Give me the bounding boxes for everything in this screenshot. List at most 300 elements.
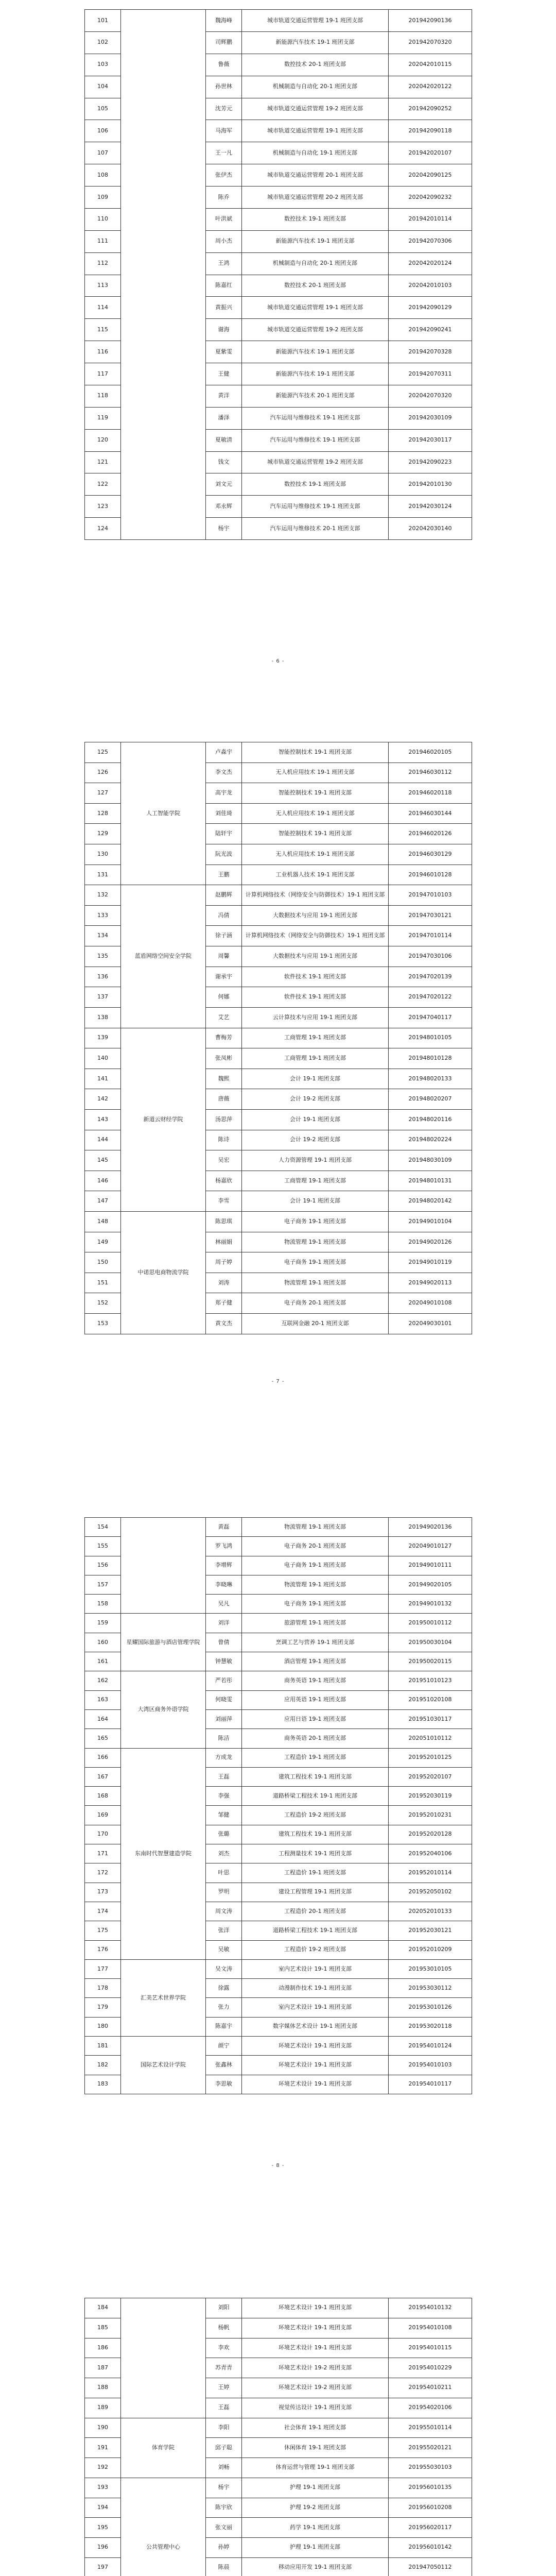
document-page <box>84 9 472 540</box>
name-cell: 沈芳元 <box>206 98 242 120</box>
student-id-cell: 201954010103 <box>389 2056 472 2075</box>
row-number-cell: 149 <box>85 1232 121 1252</box>
row-number-cell: 184 <box>85 2298 121 2318</box>
student-id-cell: 201951030117 <box>389 1709 472 1728</box>
row-number-cell: 140 <box>85 1048 121 1069</box>
name-cell: 张凤彬 <box>206 1048 242 1069</box>
row-number-cell: 182 <box>85 2056 121 2075</box>
branch-cell: 新能源汽车技术 19-1 班团支部 <box>242 363 389 385</box>
name-cell: 钱文 <box>206 451 242 473</box>
college-cell <box>121 2298 206 2418</box>
row-number-cell: 179 <box>85 1998 121 2017</box>
student-id-cell: 201954010211 <box>389 2378 472 2398</box>
name-cell: 邱子聪 <box>206 2438 242 2458</box>
student-id-cell: 201946020126 <box>389 824 472 844</box>
table-row <box>85 742 472 763</box>
student-id-cell: 201942070311 <box>389 363 472 385</box>
student-id-cell: 201956010208 <box>389 2498 472 2518</box>
branch-cell: 无人机应用技术 19-1 班团支部 <box>242 844 389 865</box>
student-id-cell: 201947030121 <box>389 905 472 926</box>
table-row <box>85 1614 472 1633</box>
page-number: - 6 - <box>271 658 285 664</box>
branch-cell: 大数据技术与应用 19-1 班团支部 <box>242 946 389 967</box>
branch-cell: 城市轨道交通运营管理 19-2 班团支部 <box>242 319 389 341</box>
college-cell: 人工智能学院 <box>121 742 206 885</box>
name-cell: 王鹏 <box>206 865 242 885</box>
row-number-cell: 135 <box>85 946 121 967</box>
row-number-cell: 128 <box>85 803 121 824</box>
name-cell: 杨宇 <box>206 2478 242 2498</box>
branch-cell: 数控技术 19-1 班团支部 <box>242 208 389 230</box>
row-number-cell: 103 <box>85 54 121 76</box>
branch-cell: 体育运营与管理 19-1 班团支部 <box>242 2458 389 2478</box>
branch-cell: 城市轨道交通运营管理 20-2 班团支部 <box>242 187 389 209</box>
row-number-cell: 142 <box>85 1089 121 1110</box>
row-number-cell: 174 <box>85 1902 121 1921</box>
student-id-cell: 202042010115 <box>389 54 472 76</box>
branch-cell: 环境艺术设计 19-1 班团支部 <box>242 2318 389 2338</box>
student-id-cell: 201942070328 <box>389 341 472 363</box>
student-id-cell: 201952010114 <box>389 1863 472 1883</box>
table-row <box>85 2478 472 2498</box>
branch-cell: 建筑工程技术 19-1 班团支部 <box>242 1825 389 1844</box>
student-id-cell: 201952030121 <box>389 1921 472 1940</box>
row-number-cell: 161 <box>85 1652 121 1671</box>
name-cell: 孙婷 <box>206 2538 242 2558</box>
name-cell: 周馨 <box>206 946 242 967</box>
student-id-cell: 201946030112 <box>389 762 472 783</box>
name-cell: 谢海 <box>206 319 242 341</box>
branch-cell: 商务英语 19-1 班团支部 <box>242 1671 389 1690</box>
name-cell: 张伊杰 <box>206 164 242 187</box>
name-cell: 张鑫林 <box>206 2056 242 2075</box>
student-id-cell: 202042090232 <box>389 187 472 209</box>
name-cell: 苏青青 <box>206 2358 242 2378</box>
table-row <box>85 885 472 906</box>
name-cell: 陈嘉红 <box>206 275 242 297</box>
student-id-cell: 201952010231 <box>389 1806 472 1825</box>
row-number-cell: 112 <box>85 252 121 275</box>
branch-cell: 智能控制技术 19-1 班团支部 <box>242 824 389 844</box>
row-number-cell: 126 <box>85 762 121 783</box>
student-id-cell: 201951020108 <box>389 1690 472 1709</box>
name-cell: 王健 <box>206 363 242 385</box>
student-id-cell: 202042020124 <box>389 252 472 275</box>
row-number-cell: 133 <box>85 905 121 926</box>
student-id-cell: 201942010114 <box>389 208 472 230</box>
student-id-cell: 201950030104 <box>389 1633 472 1652</box>
student-id-cell: 201954010115 <box>389 2338 472 2358</box>
student-id-cell: 202052010133 <box>389 1902 472 1921</box>
name-cell: 刘涛 <box>206 1273 242 1293</box>
branch-cell: 机械制造与自动化 20-1 班团支部 <box>242 76 389 98</box>
row-number-cell: 107 <box>85 142 121 164</box>
name-cell: 黄磊 <box>206 1518 242 1537</box>
name-cell: 何晓雯 <box>206 1690 242 1709</box>
name-cell: 陈洁 <box>206 1729 242 1748</box>
name-cell: 马海军 <box>206 120 242 142</box>
name-cell: 潘泽 <box>206 407 242 429</box>
row-number-cell: 192 <box>85 2458 121 2478</box>
branch-cell: 工程造价 20-1 班团支部 <box>242 1902 389 1921</box>
row-number-cell: 105 <box>85 98 121 120</box>
branch-cell: 会计 19-1 班团支部 <box>242 1069 389 1089</box>
student-id-cell: 201954010132 <box>389 2298 472 2318</box>
student-id-cell: 201956020117 <box>389 2518 472 2538</box>
student-id-cell: 201942090241 <box>389 319 472 341</box>
student-id-cell: 201952030119 <box>389 1787 472 1806</box>
student-id-cell: 201953010126 <box>389 1998 472 2017</box>
student-id-cell: 201949010132 <box>389 1595 472 1614</box>
row-number-cell: 178 <box>85 1979 121 1998</box>
row-number-cell: 104 <box>85 76 121 98</box>
branch-cell: 人力资源管理 19-1 班团支部 <box>242 1150 389 1171</box>
name-cell: 魏海峰 <box>206 10 242 32</box>
student-id-cell: 201947010114 <box>389 926 472 946</box>
name-cell: 曾倩 <box>206 1633 242 1652</box>
branch-cell: 城市轨道交通运营管理 19-1 班团支部 <box>242 297 389 319</box>
row-number-cell: 119 <box>85 407 121 429</box>
name-cell: 吴宏 <box>206 1150 242 1171</box>
table-row <box>85 1748 472 1767</box>
name-cell: 李文杰 <box>206 762 242 783</box>
row-number-cell: 138 <box>85 1007 121 1028</box>
document-page <box>84 742 472 1334</box>
branch-cell: 物流管理 19-1 班团支部 <box>242 1273 389 1293</box>
row-number-cell: 137 <box>85 987 121 1008</box>
branch-cell: 汽车运用与维修技术 19-1 班团支部 <box>242 407 389 429</box>
name-cell: 卢淼宇 <box>206 742 242 763</box>
student-id-cell: 201949020105 <box>389 1575 472 1594</box>
branch-cell: 新能源汽车技术 19-1 班团支部 <box>242 31 389 54</box>
student-id-cell: 201954010229 <box>389 2358 472 2378</box>
name-cell: 黄振兴 <box>206 297 242 319</box>
student-id-cell: 201948020133 <box>389 1069 472 1089</box>
name-cell: 陆轩宇 <box>206 824 242 844</box>
row-number-cell: 197 <box>85 2557 121 2576</box>
table-row <box>85 2298 472 2318</box>
row-number-cell: 187 <box>85 2358 121 2378</box>
row-number-cell: 167 <box>85 1767 121 1786</box>
branch-cell: 工程造价 19-1 班团支部 <box>242 1748 389 1767</box>
branch-cell: 药学 19-1 班团支部 <box>242 2518 389 2538</box>
branch-cell: 智能控制技术 19-1 班团支部 <box>242 783 389 804</box>
student-id-cell: 201951010123 <box>389 1671 472 1690</box>
student-id-cell: 201942010130 <box>389 473 472 496</box>
student-id-cell: 202042030140 <box>389 518 472 540</box>
table-row <box>85 1028 472 1048</box>
row-number-cell: 122 <box>85 473 121 496</box>
student-id-cell: 201952010125 <box>389 1748 472 1767</box>
branch-cell: 数控技术 20-1 班团支部 <box>242 54 389 76</box>
row-number-cell: 164 <box>85 1709 121 1728</box>
branch-cell: 环境艺术设计 19-2 班团支部 <box>242 2358 389 2378</box>
student-id-cell: 201947010103 <box>389 885 472 906</box>
row-number-cell: 172 <box>85 1863 121 1883</box>
student-id-cell: 201942030109 <box>389 407 472 429</box>
row-number-cell: 165 <box>85 1729 121 1748</box>
name-cell: 谢承宇 <box>206 967 242 987</box>
branch-cell: 无人机应用技术 19-1 班团支部 <box>242 762 389 783</box>
table-row <box>85 1212 472 1232</box>
name-cell: 夏敏清 <box>206 429 242 451</box>
row-number-cell: 177 <box>85 1959 121 1978</box>
document-page <box>84 1517 472 2094</box>
branch-cell: 休闲体育 19-1 班团支部 <box>242 2438 389 2458</box>
branch-cell: 汽车运用与维修技术 19-1 班团支部 <box>242 496 389 518</box>
student-id-cell: 201949010104 <box>389 1212 472 1232</box>
branch-cell: 环境艺术设计 19-1 班团支部 <box>242 2338 389 2358</box>
branch-cell: 机械制造与自动化 19-1 班团支部 <box>242 142 389 164</box>
branch-cell: 工商管理 19-1 班团支部 <box>242 1028 389 1048</box>
row-number-cell: 124 <box>85 518 121 540</box>
college-cell: 大湾区商务外语学院 <box>121 1671 206 1748</box>
branch-cell: 互联网金融 20-1 班团支部 <box>242 1314 389 1334</box>
row-number-cell: 148 <box>85 1212 121 1232</box>
name-cell: 刘文元 <box>206 473 242 496</box>
name-cell: 王一凡 <box>206 142 242 164</box>
name-cell: 刘杰 <box>206 1844 242 1863</box>
student-id-cell: 202042020122 <box>389 76 472 98</box>
branch-cell: 道路桥梁工程技术 19-1 班团支部 <box>242 1921 389 1940</box>
table-row <box>85 1671 472 1690</box>
row-number-cell: 168 <box>85 1787 121 1806</box>
name-cell: 罗明 <box>206 1883 242 1902</box>
row-number-cell: 163 <box>85 1690 121 1709</box>
branch-cell: 环境艺术设计 19-1 班团支部 <box>242 2075 389 2094</box>
student-id-cell: 201953010105 <box>389 1959 472 1978</box>
student-id-cell: 201942030117 <box>389 429 472 451</box>
name-cell: 陈乔 <box>206 187 242 209</box>
name-cell: 司辉鹏 <box>206 31 242 54</box>
row-number-cell: 170 <box>85 1825 121 1844</box>
branch-cell: 机械制造与自动化 20-1 班团支部 <box>242 252 389 275</box>
college-cell: 中诺思电商物流学院 <box>121 1212 206 1334</box>
row-number-cell: 115 <box>85 319 121 341</box>
name-cell: 夏紫雯 <box>206 341 242 363</box>
member-table <box>84 1517 472 2094</box>
name-cell: 颜宁 <box>206 2037 242 2056</box>
branch-cell: 商务英语 20-1 班团支部 <box>242 1729 389 1748</box>
name-cell: 阮光波 <box>206 844 242 865</box>
branch-cell: 动漫制作技术 19-1 班团支部 <box>242 1979 389 1998</box>
row-number-cell: 114 <box>85 297 121 319</box>
branch-cell: 移动应用开发 19-1 班团支部 <box>242 2557 389 2576</box>
name-cell: 李欢 <box>206 2338 242 2358</box>
student-id-cell: 202051010112 <box>389 1729 472 1748</box>
branch-cell: 数控技术 19-1 班团支部 <box>242 473 389 496</box>
row-number-cell: 166 <box>85 1748 121 1767</box>
name-cell: 黄洋 <box>206 385 242 407</box>
branch-cell: 应用英语 19-1 班团支部 <box>242 1690 389 1709</box>
name-cell: 杨帆 <box>206 2318 242 2338</box>
name-cell: 高宇龙 <box>206 783 242 804</box>
student-id-cell: 201948010128 <box>389 1048 472 1069</box>
student-id-cell: 201955010114 <box>389 2418 472 2438</box>
branch-cell: 工业机器人技术 19-1 班团支部 <box>242 865 389 885</box>
student-id-cell: 201949010119 <box>389 1252 472 1273</box>
row-number-cell: 106 <box>85 120 121 142</box>
branch-cell: 城市轨道交通运营管理 19-1 班团支部 <box>242 10 389 32</box>
name-cell: 王磊 <box>206 2398 242 2418</box>
row-number-cell: 162 <box>85 1671 121 1690</box>
name-cell: 刘阳 <box>206 2298 242 2318</box>
row-number-cell: 144 <box>85 1130 121 1150</box>
student-id-cell: 201942090223 <box>389 451 472 473</box>
student-id-cell: 202049010108 <box>389 1293 472 1314</box>
student-id-cell: 201942020107 <box>389 142 472 164</box>
student-id-cell: 201942070306 <box>389 230 472 252</box>
branch-cell: 软件技术 19-1 班团支部 <box>242 967 389 987</box>
table-row <box>85 10 472 32</box>
table-row <box>85 2418 472 2438</box>
student-id-cell: 202042010103 <box>389 275 472 297</box>
row-number-cell: 139 <box>85 1028 121 1048</box>
branch-cell: 汽车运用与维修技术 20-1 班团支部 <box>242 518 389 540</box>
name-cell: 唐薇 <box>206 1089 242 1110</box>
student-id-cell: 201942090136 <box>389 10 472 32</box>
branch-cell: 城市轨道交通运营管理 19-1 班团支部 <box>242 120 389 142</box>
row-number-cell: 108 <box>85 164 121 187</box>
row-number-cell: 186 <box>85 2338 121 2358</box>
branch-cell: 会计 19-2 班团支部 <box>242 1130 389 1150</box>
row-number-cell: 110 <box>85 208 121 230</box>
branch-cell: 新能源汽车技术 20-1 班团支部 <box>242 385 389 407</box>
student-id-cell: 201950020115 <box>389 1652 472 1671</box>
row-number-cell: 117 <box>85 363 121 385</box>
row-number-cell: 134 <box>85 926 121 946</box>
branch-cell: 电子商务 20-1 班团支部 <box>242 1293 389 1314</box>
student-id-cell: 201956010135 <box>389 2478 472 2498</box>
branch-cell: 会计 19-1 班团支部 <box>242 1109 389 1130</box>
student-id-cell: 201946030144 <box>389 803 472 824</box>
branch-cell: 计算机网络技术（网络安全与防御技术）19-1 班团支部 <box>242 926 389 946</box>
student-id-cell: 201942090252 <box>389 98 472 120</box>
student-id-cell: 201953020118 <box>389 2017 472 2036</box>
student-id-cell: 201952020107 <box>389 1767 472 1786</box>
branch-cell: 电子商务 19-1 班团支部 <box>242 1252 389 1273</box>
branch-cell: 电子商务 19-1 班团支部 <box>242 1595 389 1614</box>
student-id-cell: 201948020142 <box>389 1191 472 1212</box>
name-cell: 何娜 <box>206 987 242 1008</box>
name-cell: 郑子健 <box>206 1293 242 1314</box>
name-cell: 陈宇欣 <box>206 2498 242 2518</box>
student-id-cell: 201949010111 <box>389 1556 472 1575</box>
row-number-cell: 156 <box>85 1556 121 1575</box>
branch-cell: 云计算技术与应用 19-1 班团支部 <box>242 1007 389 1028</box>
name-cell: 冯倩 <box>206 905 242 926</box>
branch-cell: 建筑工程技术 19-1 班团支部 <box>242 1767 389 1786</box>
row-number-cell: 195 <box>85 2518 121 2538</box>
name-cell: 叶思 <box>206 1863 242 1883</box>
name-cell: 徐子涵 <box>206 926 242 946</box>
student-id-cell: 202042090125 <box>389 164 472 187</box>
row-number-cell: 153 <box>85 1314 121 1334</box>
row-number-cell: 109 <box>85 187 121 209</box>
name-cell: 张璐 <box>206 1825 242 1844</box>
student-id-cell: 201948020116 <box>389 1109 472 1130</box>
branch-cell: 物流管理 19-1 班团支部 <box>242 1575 389 1594</box>
name-cell: 罗飞鸿 <box>206 1537 242 1556</box>
branch-cell: 数字媒体艺术设计 19-1 班团支部 <box>242 2017 389 2036</box>
student-id-cell: 201942090129 <box>389 297 472 319</box>
row-number-cell: 155 <box>85 1537 121 1556</box>
college-cell: 公共管理中心 <box>121 2478 206 2576</box>
student-id-cell: 201948030109 <box>389 1150 472 1171</box>
row-number-cell: 136 <box>85 967 121 987</box>
row-number-cell: 111 <box>85 230 121 252</box>
name-cell: 邓永辉 <box>206 496 242 518</box>
row-number-cell: 120 <box>85 429 121 451</box>
college-cell: 新道云财经学院 <box>121 1028 206 1211</box>
college-cell: 星耀国际旅游与酒店管理学院 <box>121 1614 206 1671</box>
row-number-cell: 125 <box>85 742 121 763</box>
branch-cell: 智能控制技术 19-1 班团支部 <box>242 742 389 763</box>
name-cell: 曹梅芳 <box>206 1028 242 1048</box>
branch-cell: 旅游管理 19-1 班团支部 <box>242 1614 389 1633</box>
row-number-cell: 169 <box>85 1806 121 1825</box>
branch-cell: 工程造价 19-1 班团支部 <box>242 1863 389 1883</box>
row-number-cell: 196 <box>85 2538 121 2558</box>
name-cell: 李阳 <box>206 2418 242 2438</box>
college-cell: 体育学院 <box>121 2418 206 2478</box>
branch-cell: 数控技术 20-1 班团支部 <box>242 275 389 297</box>
row-number-cell: 113 <box>85 275 121 297</box>
name-cell: 刘佳琦 <box>206 803 242 824</box>
student-id-cell: 202049010127 <box>389 1537 472 1556</box>
branch-cell: 酒店管理 19-1 班团支部 <box>242 1652 389 1671</box>
name-cell: 孙世林 <box>206 76 242 98</box>
name-cell: 张文丽 <box>206 2518 242 2538</box>
name-cell: 李晓琳 <box>206 1575 242 1594</box>
branch-cell: 视觉传达设计 19-1 班团支部 <box>242 2398 389 2418</box>
row-number-cell: 190 <box>85 2418 121 2438</box>
row-number-cell: 154 <box>85 1518 121 1537</box>
branch-cell: 城市轨道交通运营管理 20-1 班团支部 <box>242 164 389 187</box>
name-cell: 张力 <box>206 1998 242 2017</box>
branch-cell: 电子商务 20-1 班团支部 <box>242 1537 389 1556</box>
student-id-cell: 201947020122 <box>389 987 472 1008</box>
name-cell: 吴凡 <box>206 1595 242 1614</box>
row-number-cell: 146 <box>85 1171 121 1191</box>
member-table <box>84 742 472 1334</box>
name-cell: 李强 <box>206 1787 242 1806</box>
row-number-cell: 127 <box>85 783 121 804</box>
branch-cell: 无人机应用技术 19-1 班团支部 <box>242 803 389 824</box>
name-cell: 叶洪斌 <box>206 208 242 230</box>
name-cell: 赵鹏辉 <box>206 885 242 906</box>
row-number-cell: 173 <box>85 1883 121 1902</box>
row-number-cell: 130 <box>85 844 121 865</box>
row-number-cell: 118 <box>85 385 121 407</box>
name-cell: 王婷 <box>206 2378 242 2398</box>
branch-cell: 应用日语 19-1 班团支部 <box>242 1709 389 1728</box>
name-cell: 林丽娟 <box>206 1232 242 1252</box>
student-id-cell: 201952010209 <box>389 1940 472 1959</box>
student-id-cell: 201955030103 <box>389 2458 472 2478</box>
branch-cell: 烹调工艺与营养 19-1 班团支部 <box>242 1633 389 1652</box>
college-cell: 东南时代智慧建造学院 <box>121 1748 206 1959</box>
row-number-cell: 188 <box>85 2378 121 2398</box>
table-row <box>85 1518 472 1537</box>
branch-cell: 护理 19-1 班团支部 <box>242 2478 389 2498</box>
student-id-cell: 201942070320 <box>389 31 472 54</box>
row-number-cell: 121 <box>85 451 121 473</box>
row-number-cell: 147 <box>85 1191 121 1212</box>
name-cell: 杨宇 <box>206 518 242 540</box>
name-cell: 周文涛 <box>206 1902 242 1921</box>
college-cell <box>121 10 206 540</box>
